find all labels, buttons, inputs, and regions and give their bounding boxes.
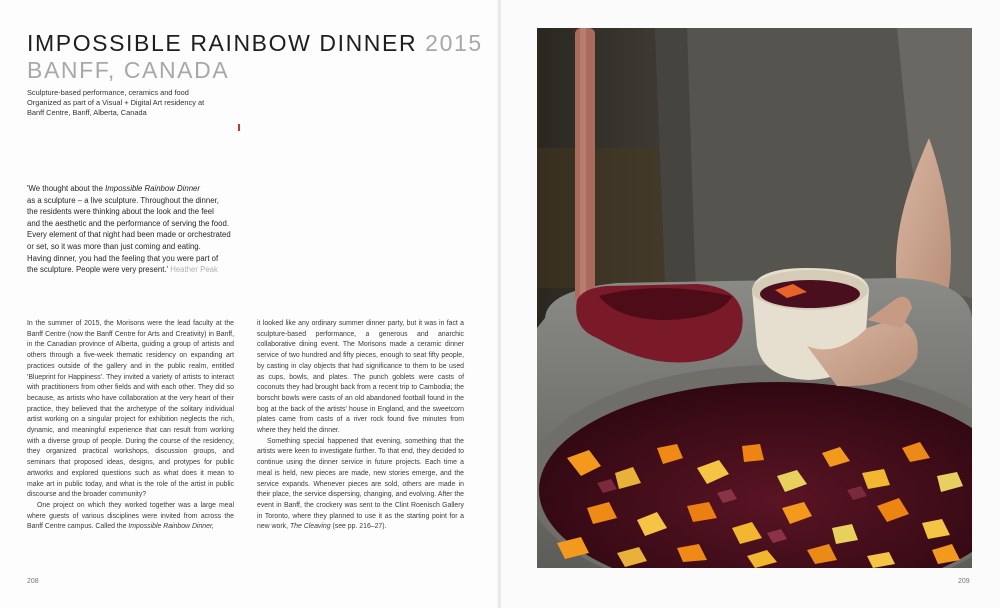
punch-ladle-photo (537, 28, 972, 568)
title-year: 2015 (425, 30, 483, 56)
quote-line (27, 264, 272, 276)
body-text: Something special happened that evening, something that the artists were keen to investigate further. To that end, they decided to continue using the dinner service in future projects. Each time a meal is held, new pieces are made, new stories emerge, and the service expands. Whenever pieces are sold, others are made in their place, the service dispersing, changing, and evolving. After the event in Banff, the crockery was sent to the Clint Roenisch Gallery in Toronto, where they planned to use it as the starting point for a new work, (257, 437, 464, 531)
cup-punch (760, 280, 860, 308)
quote-attribution: Heather Peak (170, 265, 218, 275)
meta-line: Sculpture-based performance, ceramics and food (27, 88, 189, 97)
blurred-background-light (537, 148, 677, 288)
body-emphasis: Impossible Rainbow Dinner, (128, 523, 214, 531)
quote-line: the residents were thinking about the look and the feel (27, 207, 214, 217)
quote-line: Every element of that night had been made or orchestrated (27, 230, 231, 240)
page-number-right: 209 (958, 578, 970, 585)
body-paragraph (257, 437, 464, 533)
quote-line: and the aesthetic and the performance of serving the food. (27, 218, 229, 228)
body-text: One project on which they worked together was a large meal where guests of various disciplines were invited from across the Banff Centre campus. Called the (27, 501, 234, 531)
photo-illustration (537, 28, 972, 568)
quote-line: or set, so it was more than just coming and eating. (27, 241, 201, 251)
body-emphasis: The Cleaving (289, 523, 331, 531)
body-column-2 (257, 319, 464, 533)
location-subtitle: BANFF, CANADA (27, 57, 230, 83)
title-text: IMPOSSIBLE RAINBOW DINNER (27, 30, 418, 56)
quote-text: the sculpture. People were very present.' (27, 265, 169, 275)
body-paragraph (27, 501, 234, 533)
page-title (27, 30, 483, 57)
body-text: (see pp. 216–27). (330, 523, 387, 531)
red-tick-mark (238, 124, 240, 131)
quote-line: Having dinner, you had the feeling that you were part of (27, 253, 219, 263)
body-paragraph: In the summer of 2015, the Morisons were the lead faculty at the Banff Centre (now the Banff Centre for Arts and Creativity) in Banff, in the Canadian province of Alberta, guiding a group of artists and others through a five-week thematic residency on expanding art practices outside of the gallery and in the public realm, entitled 'Blueprint for Happiness'. They invited a variety of artists to interact with practitioners from other fields and with each other. They did so because, as artists who have collaboration at the very heart of their practice, they believed that the archetype of the solitary individual artist working on a singular project for exhibition neglects the rich, dynamic, and meaningful experience that can result from working with a diverse group of people. During the course of the residency, they organized practical workshops, discussion groups, and seminars that proposed ideas, designs, and protypes for public artworks and explored questions such as what does it mean to make art in public today, and what is the role of the artist in public discourse and the broader community? (27, 320, 234, 499)
meta-line: Banff Centre, Banff, Alberta, Canada (27, 108, 147, 117)
quote-line (27, 183, 272, 195)
body-column-1 (27, 319, 234, 533)
body-paragraph: it looked like any ordinary summer dinner party, but it was in fact a sculpture-based performance, a generous and anarchic collaborative dining event. The Morisons made a ceramic dinner service of two hundred and fifty pieces, enough to seat fifty people, by casting in clay objects that had significance to them to be used as cups, bowls, and plates. The punch goblets were casts of coconuts they had brought back from a recent trip to Cambodia; the borscht bowls were casts of an old abandoned football found in the bog at the back of the artists' house in England, and the sweetcorn plates came from casts of a river rock found five minutes from where they held the dinner. (257, 320, 464, 435)
quote-line: as a sculpture – a live sculpture. Throughout the dinner, (27, 195, 219, 205)
project-meta (27, 88, 267, 118)
pull-quote (27, 183, 272, 276)
page-number-left: 208 (27, 578, 39, 585)
left-page (0, 0, 499, 608)
ladle-handle-highlight (580, 28, 586, 303)
quote-text: 'We thought about the (27, 184, 106, 193)
quote-emphasis: Impossible Rainbow Dinner (105, 184, 200, 193)
meta-line: Organized as part of a Visual + Digital Art residency at (27, 98, 205, 107)
